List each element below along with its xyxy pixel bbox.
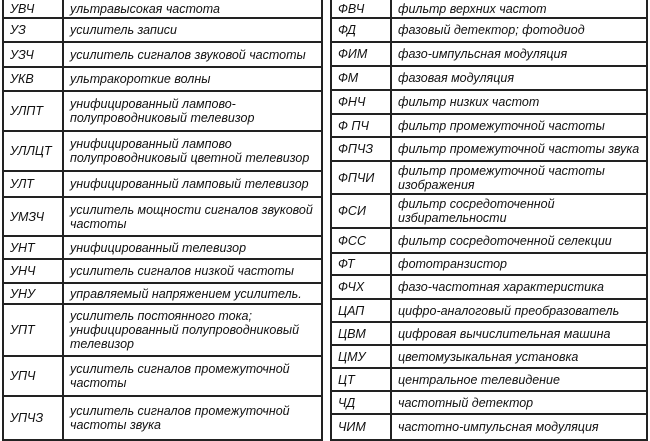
table-row — [3, 283, 322, 304]
meaning-cell: частотно-импульсная модуляция — [391, 414, 647, 440]
table-row — [331, 322, 647, 345]
meaning-cell: центральное телевидение — [391, 368, 647, 391]
abbreviation-cell: УКВ — [3, 67, 63, 91]
table-row — [331, 345, 647, 368]
meaning-cell: усилитель сигналов промежуточной частоты звука — [63, 396, 322, 440]
meaning-cell: унифицированный лампово полупроводниковый цветной телевизор — [63, 131, 322, 171]
meaning-cell: фазовый детектор; фотодиод — [391, 18, 647, 42]
meaning-cell: усилитель сигналов низкой частоты — [63, 259, 322, 283]
meaning-cell: цветомузыкальная установка — [391, 345, 647, 368]
table-row — [331, 253, 647, 275]
meaning-cell: ультравысокая частота — [63, 0, 322, 18]
abbreviation-cell: ФЧХ — [331, 275, 391, 299]
table-row — [331, 161, 647, 194]
table-row — [331, 66, 647, 90]
column-gap — [323, 0, 330, 437]
table-row — [331, 114, 647, 137]
abbreviation-cell: ФД — [331, 18, 391, 42]
abbreviation-cell: ЧД — [331, 391, 391, 414]
meaning-cell: фазо-импульсная модуляция — [391, 42, 647, 66]
meaning-cell: усилитель записи — [63, 18, 322, 42]
table-row — [3, 171, 322, 197]
abbreviation-cell: ФПЧИ — [331, 161, 391, 194]
abbreviation-cell: ЦМУ — [331, 345, 391, 368]
table-row — [3, 131, 322, 171]
table-row — [331, 18, 647, 42]
abbreviation-cell: УМЗЧ — [3, 197, 63, 236]
meaning-cell: частотный детектор — [391, 391, 647, 414]
meaning-cell: фильтр верхних частот — [391, 0, 647, 18]
meaning-cell: фильтр промежуточной частоты звука — [391, 137, 647, 161]
meaning-cell: фазо-частотная характеристика — [391, 275, 647, 299]
table-row — [3, 236, 322, 259]
meaning-cell: фильтр низких частот — [391, 90, 647, 114]
table-row — [3, 91, 322, 131]
meaning-cell: усилитель мощности сигналов звуковой частоты — [63, 197, 322, 236]
abbreviation-cell: ФСС — [331, 228, 391, 253]
abbreviation-cell: ФСИ — [331, 194, 391, 228]
abbreviation-cell: УПТ — [3, 304, 63, 356]
table-row — [3, 67, 322, 91]
abbreviation-cell: ФВЧ — [331, 0, 391, 18]
meaning-cell: усилитель сигналов промежуточной частоты — [63, 356, 322, 396]
table-row — [331, 90, 647, 114]
meaning-cell: фазовая модуляция — [391, 66, 647, 90]
abbreviation-cell: ФПЧЗ — [331, 137, 391, 161]
abbreviation-cell: УЗЧ — [3, 42, 63, 67]
abbreviation-cell: Ф ПЧ — [331, 114, 391, 137]
meaning-cell: цифро-аналоговый преобразователь — [391, 299, 647, 322]
abbreviation-cell: УПЧЗ — [3, 396, 63, 440]
abbreviation-cell: УНУ — [3, 283, 63, 304]
table-row — [331, 414, 647, 440]
abbreviation-cell: ЦАП — [331, 299, 391, 322]
abbreviation-cell: ЦВМ — [331, 322, 391, 345]
meaning-cell: фильтр сосредоточенной селекции — [391, 228, 647, 253]
table-row — [3, 197, 322, 236]
table-row — [3, 356, 322, 396]
meaning-cell: унифицированный телевизор — [63, 236, 322, 259]
abbreviation-cell: ЧИМ — [331, 414, 391, 440]
meaning-cell: цифровая вычислительная машина — [391, 322, 647, 345]
abbreviation-cell: УЛПТ — [3, 91, 63, 131]
abbreviation-cell: УЛЛЦТ — [3, 131, 63, 171]
meaning-cell: усилитель постоянного тока; унифицированный полупроводниковый телевизор — [63, 304, 322, 356]
table-row — [331, 42, 647, 66]
meaning-cell: унифицированный ламповый телевизор — [63, 171, 322, 197]
table-row — [331, 391, 647, 414]
table-row — [331, 0, 647, 18]
table-row — [3, 0, 322, 18]
table-row — [331, 137, 647, 161]
table-row — [3, 396, 322, 440]
table-row — [331, 299, 647, 322]
abbreviation-cell: ФНЧ — [331, 90, 391, 114]
table-row — [3, 259, 322, 283]
meaning-cell: унифицированный лампово-полупроводниковый телевизор — [63, 91, 322, 131]
meaning-cell: управляемый напряжением усилитель. — [63, 283, 322, 304]
abbreviation-cell: ЦТ — [331, 368, 391, 391]
table-row — [3, 18, 322, 42]
abbreviation-cell: ФИМ — [331, 42, 391, 66]
table-row — [3, 42, 322, 67]
table-row — [331, 228, 647, 253]
abbreviation-cell: УВЧ — [3, 0, 63, 18]
table-row — [331, 275, 647, 299]
meaning-cell: фильтр сосредоточенной избирательности — [391, 194, 647, 228]
abbreviation-cell: ФМ — [331, 66, 391, 90]
meaning-cell: усилитель сигналов звуковой частоты — [63, 42, 322, 67]
abbreviation-cell: УПЧ — [3, 356, 63, 396]
abbreviations-table-right — [330, 0, 648, 441]
abbreviation-cell: УЛТ — [3, 171, 63, 197]
meaning-cell: ультракороткие волны — [63, 67, 322, 91]
meaning-cell: фильтр промежуточной частоты — [391, 114, 647, 137]
abbreviation-cell: УЗ — [3, 18, 63, 42]
abbreviation-cell: УНТ — [3, 236, 63, 259]
abbreviation-cell: ФТ — [331, 253, 391, 275]
meaning-cell: фильтр промежуточной частоты изображения — [391, 161, 647, 194]
table-row — [331, 368, 647, 391]
table-row — [3, 304, 322, 356]
abbreviations-table-left — [2, 0, 323, 441]
table-row — [331, 194, 647, 228]
abbreviation-cell: УНЧ — [3, 259, 63, 283]
meaning-cell: фототранзистор — [391, 253, 647, 275]
